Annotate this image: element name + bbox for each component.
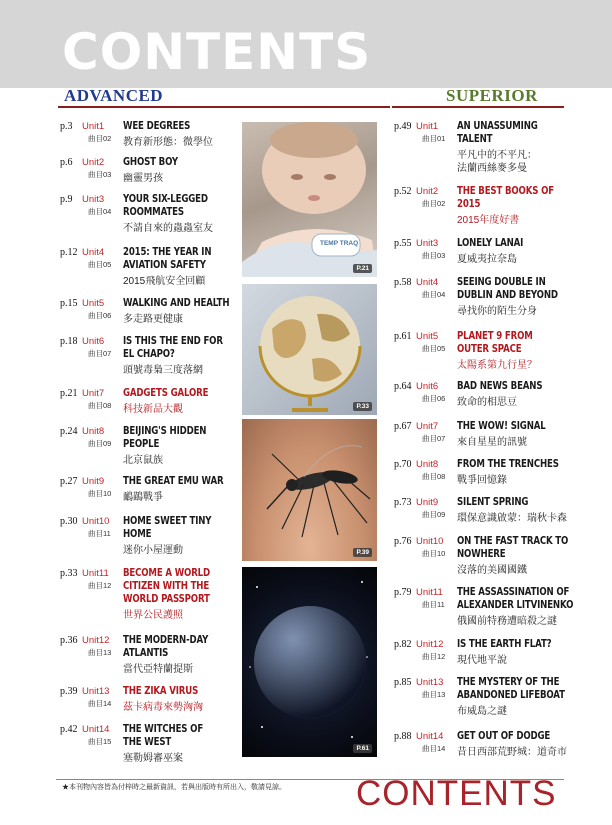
- track-number: 曲目07: [422, 434, 446, 443]
- page-number: p.70: [394, 459, 412, 470]
- unit-label: Unit6: [416, 381, 439, 392]
- page-number: p.27: [60, 476, 78, 487]
- article-title: THE MYSTERY OF THE: [457, 676, 560, 688]
- article-title: BECOME A WORLD: [123, 567, 210, 579]
- article-title: 2015: [457, 198, 481, 210]
- page-number: p.79: [394, 587, 412, 598]
- article-subtitle: 致命的相思豆: [457, 397, 517, 408]
- track-number: 曲目06: [422, 394, 446, 403]
- page-number: p.64: [394, 381, 412, 392]
- page-tag: P.33: [353, 402, 372, 411]
- unit-label: Unit9: [416, 497, 439, 508]
- unit-label: Unit3: [82, 194, 105, 205]
- unit-label: Unit1: [82, 121, 105, 132]
- track-number: 曲目05: [88, 260, 112, 269]
- article-subtitle: 教育新形態：微學位: [123, 137, 213, 148]
- article-title: ABANDONED LIFEBOAT: [457, 689, 565, 701]
- section-header-advanced: ADVANCED: [64, 86, 164, 105]
- article-subtitle: 北京鼠族: [123, 455, 163, 466]
- banner: [0, 0, 612, 88]
- mosquito-illustration: [242, 419, 377, 561]
- page-number: p.36: [60, 635, 78, 646]
- track-number: 曲目13: [88, 648, 112, 657]
- track-number: 曲目09: [88, 439, 112, 448]
- page-number: p.6: [60, 157, 73, 168]
- unit-label: Unit4: [416, 277, 439, 288]
- baby-illustration: [242, 122, 377, 277]
- article-title: IS THIS THE END FOR: [123, 335, 223, 347]
- page-number: p.52: [394, 186, 412, 197]
- unit-label: Unit8: [82, 426, 105, 437]
- page-number: p.9: [60, 194, 73, 205]
- unit-label: Unit12: [416, 639, 444, 650]
- track-number: 曲目01: [422, 134, 446, 143]
- track-number: 曲目08: [422, 472, 446, 481]
- page-number: p.85: [394, 677, 412, 688]
- page-number: p.82: [394, 639, 412, 650]
- article-title: AN UNASSUMING: [457, 120, 538, 132]
- page-number: p.88: [394, 731, 412, 742]
- unit-label: Unit12: [82, 635, 110, 646]
- unit-label: Unit13: [82, 686, 110, 697]
- page-number: p.49: [394, 121, 412, 132]
- article-title: ROOMMATES: [123, 206, 184, 218]
- unit-label: Unit5: [416, 331, 439, 342]
- page-title: CONTENTS: [62, 23, 372, 81]
- article-title: GHOST BOY: [123, 156, 179, 168]
- track-number: 曲目02: [88, 134, 112, 143]
- space-illustration: [242, 567, 377, 757]
- article-title: ON THE FAST TRACK TO: [457, 535, 569, 547]
- article-title: BEIJING'S HIDDEN: [123, 425, 207, 437]
- page-tag: P.21: [353, 264, 372, 273]
- track-number: 曲目10: [422, 549, 446, 558]
- article-title: THE MODERN-DAY: [123, 634, 209, 646]
- article-subtitle: 2015飛航安全回顧: [123, 276, 206, 287]
- article-title: HOME: [123, 528, 152, 540]
- article-subtitle: 沒落的美國國鐵: [457, 565, 527, 576]
- sticker-label: TEMP TRAQ: [320, 240, 359, 247]
- article-subtitle: 迷你小屋運動: [123, 545, 183, 556]
- unit-label: Unit13: [416, 677, 444, 688]
- article-title: THE WITCHES OF: [123, 723, 204, 735]
- article-subtitle: 多走路更健康: [123, 314, 183, 325]
- page-number: p.67: [394, 421, 412, 432]
- track-number: 曲目10: [88, 489, 112, 498]
- unit-label: Unit10: [82, 516, 110, 527]
- article-subtitle: 夏威夷拉奈島: [457, 254, 517, 265]
- article-subtitle: 當代亞特蘭提斯: [123, 664, 193, 675]
- article-title: THE BEST BOOKS OF: [457, 185, 554, 197]
- unit-label: Unit11: [82, 568, 109, 579]
- article-title: WORLD PASSPORT: [123, 593, 210, 605]
- unit-label: Unit7: [82, 388, 105, 399]
- unit-label: Unit14: [82, 724, 110, 735]
- article-subtitle: 戰爭回憶錄: [457, 475, 507, 486]
- page-tag: P.61: [353, 744, 372, 753]
- article-title: DUBLIN AND BEYOND: [457, 289, 558, 301]
- page-number: p.18: [60, 336, 78, 347]
- unit-label: Unit2: [416, 186, 439, 197]
- article-title: THE WEST: [123, 736, 172, 748]
- article-title: THE ZIKA VIRUS: [123, 685, 199, 697]
- unit-label: Unit5: [82, 298, 105, 309]
- baby-photo[interactable]: [242, 122, 377, 277]
- article-title: THE ASSASSINATION OF: [457, 586, 570, 598]
- track-number: 曲目13: [422, 690, 446, 699]
- space-photo[interactable]: [242, 567, 377, 757]
- article-title: 2015: THE YEAR IN: [123, 246, 212, 258]
- page-number: p.33: [60, 568, 78, 579]
- article-title: WEE DEGREES: [123, 120, 191, 132]
- article-subtitle: 2015年度好書: [457, 215, 520, 226]
- track-number: 曲目15: [88, 737, 112, 746]
- unit-label: Unit9: [82, 476, 105, 487]
- page-number: p.39: [60, 686, 78, 697]
- track-number: 曲目12: [88, 581, 112, 590]
- page-number: p.21: [60, 388, 78, 399]
- unit-label: Unit14: [416, 731, 444, 742]
- article-title: HOME SWEET TINY: [123, 515, 212, 527]
- article-subtitle: 頭號毒梟三度落網: [123, 365, 203, 376]
- article-subtitle: 茲卡病毒來勢洶洶: [123, 702, 203, 713]
- article-title: THE GREAT EMU WAR: [123, 475, 224, 487]
- article-title: SILENT SPRING: [457, 496, 529, 508]
- mosquito-photo[interactable]: [242, 419, 377, 561]
- article-subtitle: 世界公民護照: [123, 610, 183, 621]
- globe-photo[interactable]: [242, 284, 377, 415]
- footer-title: CONTENTS: [356, 774, 557, 813]
- page-number: p.30: [60, 516, 78, 527]
- track-number: 曲目04: [422, 290, 446, 299]
- article-subtitle: 環保意識啟蒙：瑞秋卡森: [457, 513, 567, 524]
- page-number: p.12: [60, 247, 78, 258]
- article-title: NOWHERE: [457, 548, 506, 560]
- unit-label: Unit10: [416, 536, 444, 547]
- article-title: LONELY LANAI: [457, 237, 524, 249]
- article-subtitle: 鴯鶓戰爭: [123, 492, 163, 503]
- article-subtitle: 俄國前特務遭暗殺之謎: [457, 616, 557, 627]
- article-title: YOUR SIX-LEGGED: [123, 193, 208, 205]
- article-title: ALEXANDER LITVINENKO: [457, 599, 574, 611]
- unit-label: Unit7: [416, 421, 439, 432]
- unit-label: Unit2: [82, 157, 105, 168]
- track-number: 曲目04: [88, 207, 112, 216]
- unit-label: Unit8: [416, 459, 439, 470]
- track-number: 曲目03: [88, 170, 112, 179]
- article-title: IS THE EARTH FLAT?: [457, 638, 552, 650]
- page-number: p.61: [394, 331, 412, 342]
- article-subtitle: 平凡中的不平凡：: [457, 150, 537, 161]
- track-number: 曲目02: [422, 199, 446, 208]
- track-number: 曲目03: [422, 251, 446, 260]
- track-number: 曲目14: [88, 699, 112, 708]
- page-number: p.76: [394, 536, 412, 547]
- article-title: THE WOW! SIGNAL: [457, 420, 546, 432]
- article-subtitle: 科技新品大觀: [123, 404, 183, 415]
- page-number: p.58: [394, 277, 412, 288]
- article-subtitle: 來自星星的訊號: [457, 437, 527, 448]
- page-number: p.3: [60, 121, 73, 132]
- section-divider: [392, 106, 564, 108]
- article-subtitle: 幽靈男孩: [123, 173, 163, 184]
- article-title: PLANET 9 FROM: [457, 330, 533, 342]
- page-number: p.55: [394, 238, 412, 249]
- track-number: 曲目06: [88, 311, 112, 320]
- article-title: AVIATION SAFETY: [123, 259, 206, 271]
- article-subtitle: 尋找你的陌生分身: [457, 306, 537, 317]
- track-number: 曲目08: [88, 401, 112, 410]
- unit-label: Unit4: [82, 247, 105, 258]
- article-title: EL CHAPO?: [123, 348, 175, 360]
- footnote: ★本刊物內容皆為付梓時之最新資訊，若與出版時有所出入，敬請見諒。: [62, 784, 286, 791]
- article-title: GADGETS GALORE: [123, 387, 209, 399]
- article-title: SEEING DOUBLE IN: [457, 276, 546, 288]
- track-number: 曲目07: [88, 349, 112, 358]
- article-title: PEOPLE: [123, 438, 160, 450]
- article-subtitle: 不請自來的蟲蟲室友: [123, 223, 213, 234]
- track-number: 曲目09: [422, 510, 446, 519]
- article-title: WALKING AND HEALTH: [123, 297, 230, 309]
- article-subtitle: 昔日西部荒野城：道奇市: [457, 747, 567, 758]
- article-title: FROM THE TRENCHES: [457, 458, 559, 470]
- unit-label: Unit1: [416, 121, 439, 132]
- article-title: OUTER SPACE: [457, 343, 522, 355]
- article-subtitle: 現代地平說: [457, 655, 507, 666]
- article-title: TALENT: [457, 133, 493, 145]
- track-number: 曲目11: [88, 529, 111, 538]
- track-number: 曲目05: [422, 344, 446, 353]
- article-title: CITIZEN WITH THE: [123, 580, 210, 592]
- article-subtitle: 塞勒姆審巫案: [123, 753, 183, 764]
- article-title: GET OUT OF DODGE: [457, 730, 551, 742]
- page-number: p.15: [60, 298, 78, 309]
- globe-illustration: [242, 284, 377, 415]
- track-number: 曲目12: [422, 652, 446, 661]
- unit-label: Unit6: [82, 336, 105, 347]
- article-subtitle: 布威島之謎: [457, 706, 507, 717]
- track-number: 曲目14: [422, 744, 446, 753]
- article-subtitle: 法蘭西絲麥多曼: [457, 163, 527, 174]
- unit-label: Unit3: [416, 238, 439, 249]
- track-number: 曲目11: [422, 600, 445, 609]
- page-number: p.42: [60, 724, 78, 735]
- article-title: BAD NEWS BEANS: [457, 380, 543, 392]
- unit-label: Unit11: [416, 587, 443, 598]
- article-subtitle: 太陽系第九行星？: [457, 360, 537, 371]
- page-number: p.73: [394, 497, 412, 508]
- section-divider: [58, 106, 390, 108]
- section-header-superior: SUPERIOR: [446, 86, 538, 105]
- page-tag: P.39: [353, 548, 372, 557]
- page-number: p.24: [60, 426, 78, 437]
- article-title: ATLANTIS: [123, 647, 169, 659]
